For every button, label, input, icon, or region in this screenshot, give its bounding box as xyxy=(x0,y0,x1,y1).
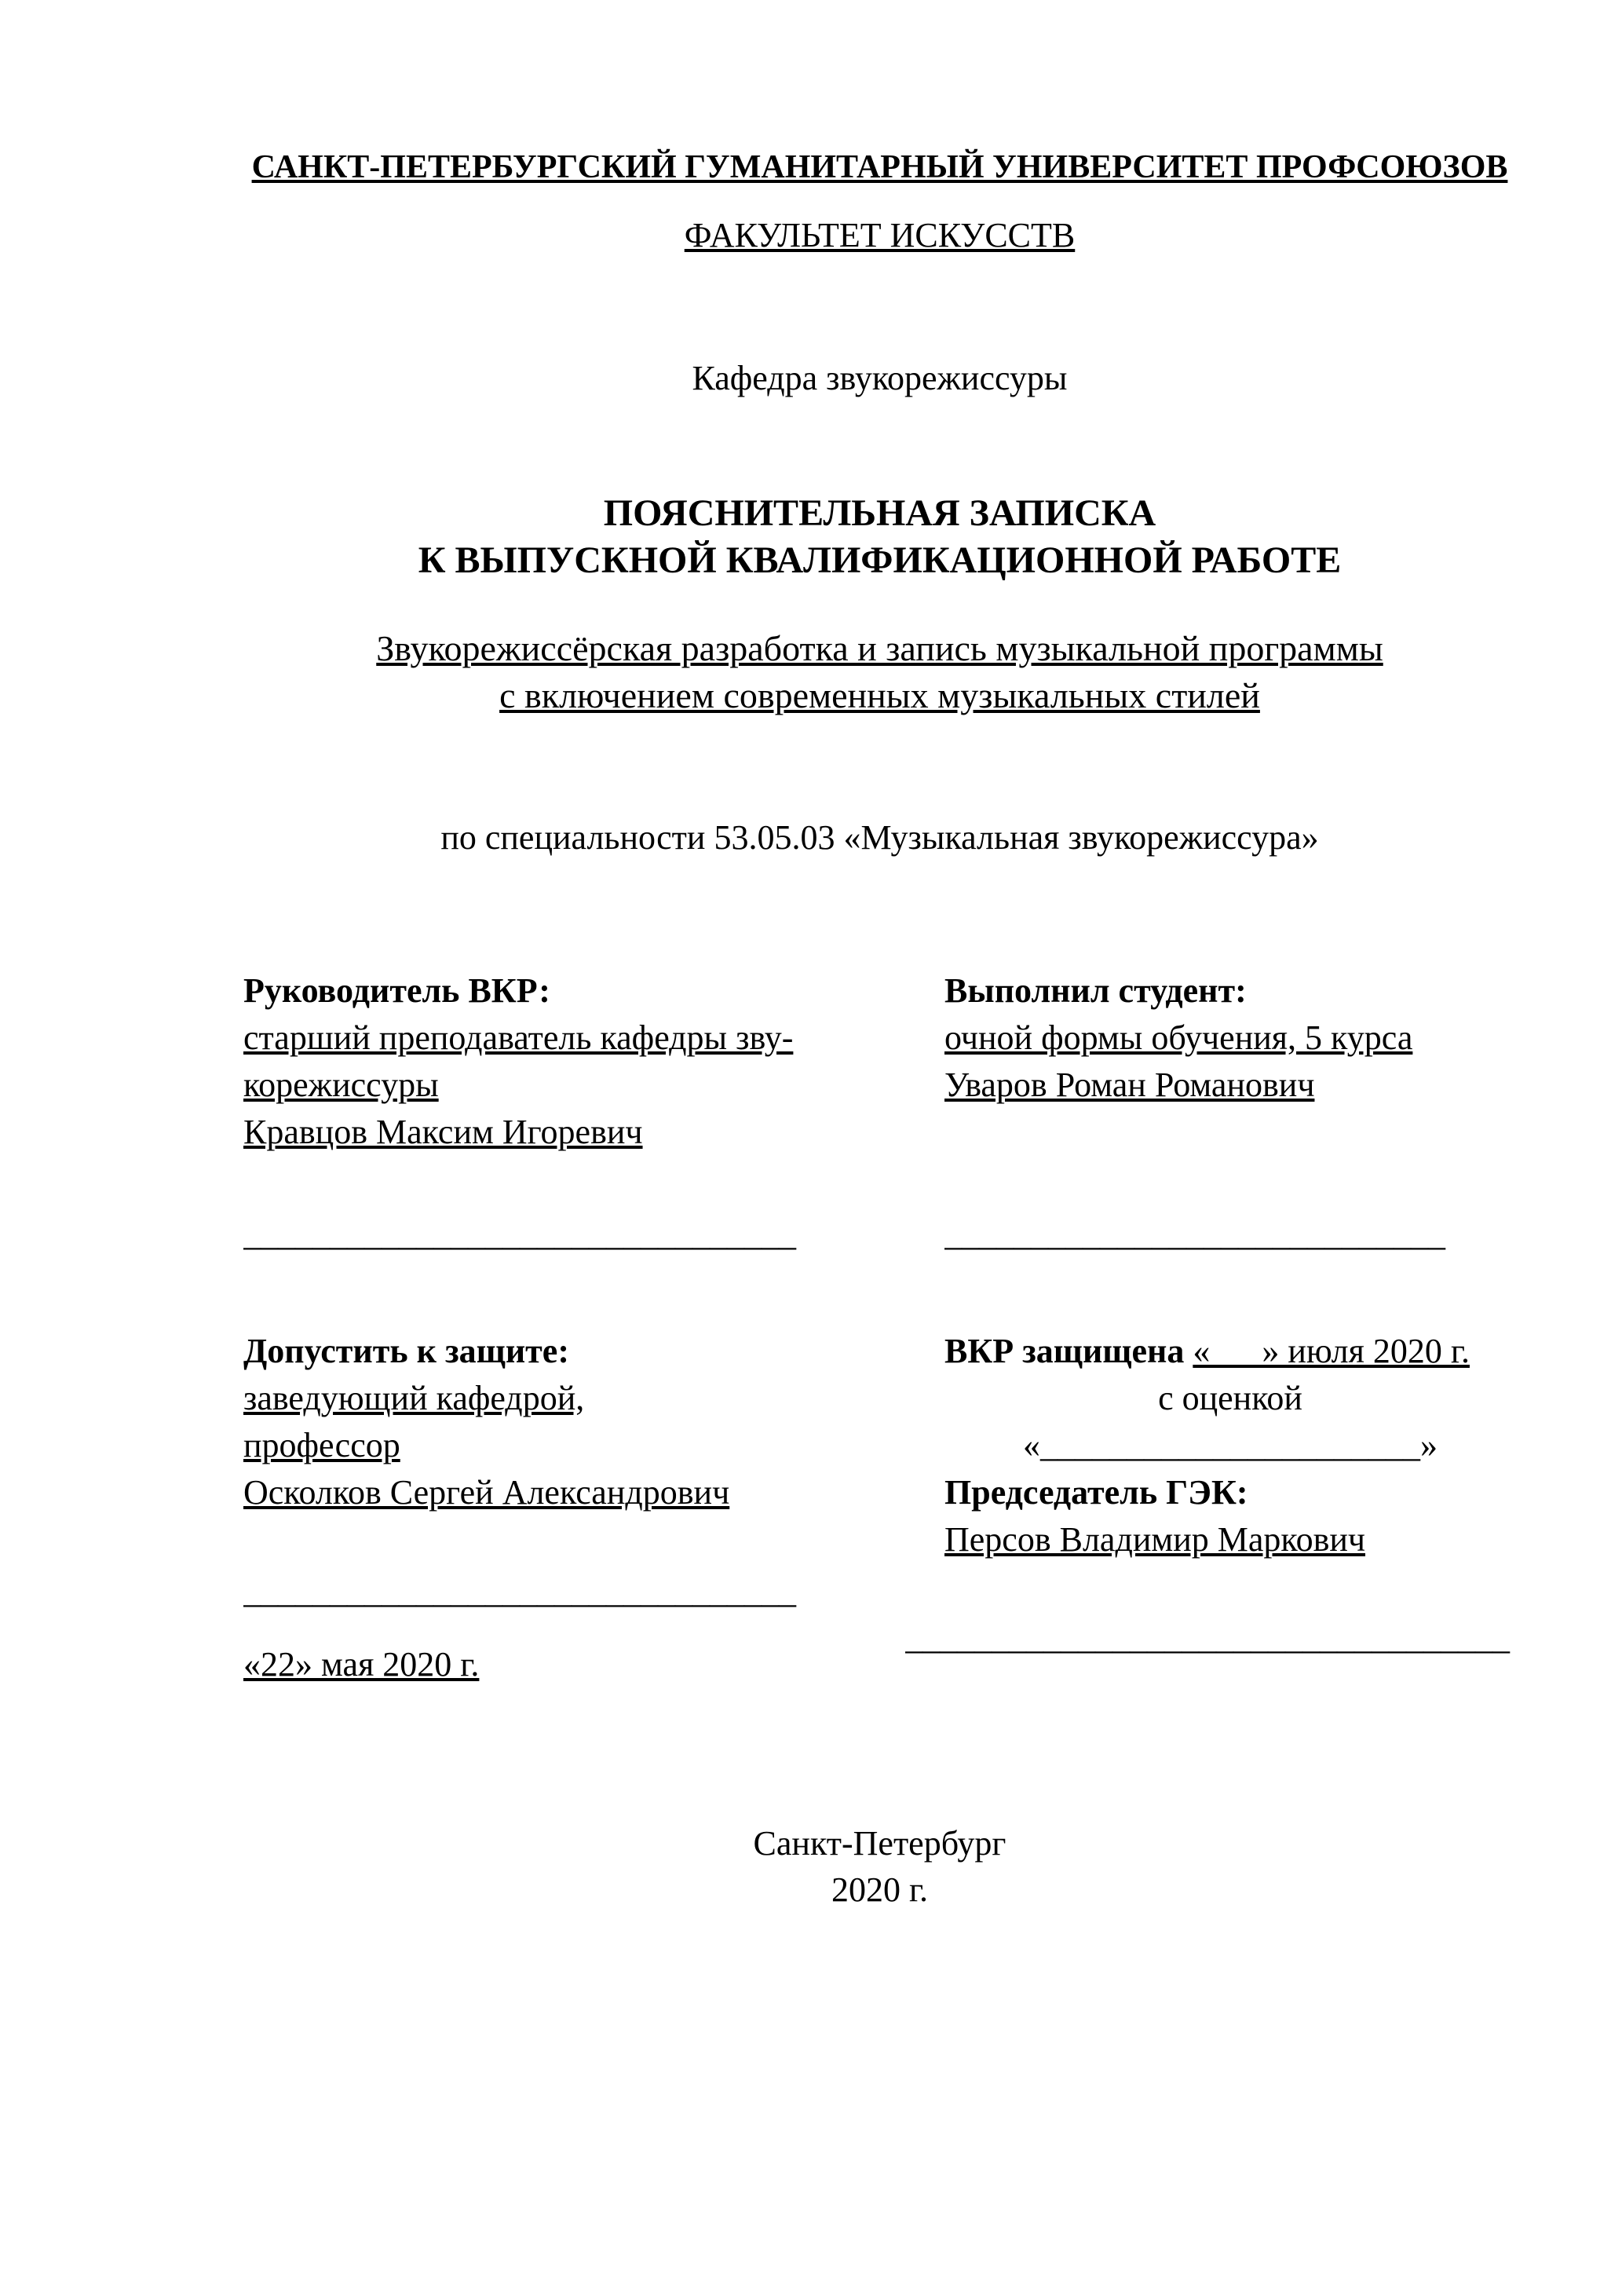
defense-line xyxy=(944,1328,1516,1375)
thesis-title-line2: с включением современных музыкальных стилей xyxy=(499,675,1260,715)
chairman-name: Персов Владимир Маркович xyxy=(944,1519,1366,1559)
people-section xyxy=(243,967,1516,1155)
student-signature-line: _____________________________ xyxy=(944,1214,1445,1253)
admission-signature-line: ________________________________ xyxy=(243,1571,796,1610)
grade-label: с оценкой xyxy=(1158,1379,1302,1418)
faculty-name: ФАКУЛЬТЕТ ИСКУССТВ xyxy=(684,216,1076,255)
supervisor-position-line1: старший преподаватель кафедры зву- xyxy=(243,1018,794,1058)
chairman-signature-line: ___________________________________ xyxy=(905,1618,1510,1658)
thesis-title xyxy=(243,625,1516,719)
supervisor-label: Руководитель ВКР: xyxy=(243,971,550,1011)
approval-section xyxy=(243,1328,1516,1688)
defense-date-blank: «___» июля 2020 г. xyxy=(1193,1332,1470,1371)
university-name: САНКТ-ПЕТЕРБУРГСКИЙ ГУМАНИТАРНЫЙ УНИВЕРСИТЕТ ПРОФСОЮЗОВ xyxy=(251,149,1508,185)
student-block xyxy=(944,967,1516,1155)
signature-row-1 xyxy=(243,1211,1516,1258)
specialty-line: по специальности 53.05.03 «Музыкальная звукорежиссура» xyxy=(440,818,1319,857)
defense-label: ВКР защищена xyxy=(944,1332,1185,1371)
student-name: Уваров Роман Романович xyxy=(944,1065,1315,1104)
supervisor-position-line2: корежиссуры xyxy=(243,1065,439,1104)
student-label: Выполнил студент: xyxy=(944,971,1247,1011)
supervisor-name: Кравцов Максим Игоревич xyxy=(243,1112,643,1151)
defense-block xyxy=(905,1328,1516,1688)
admission-position-line2: профессор xyxy=(243,1425,400,1464)
document-title-line2: К ВЫПУСКНОЙ КВАЛИФИКАЦИОННОЙ РАБОТЕ xyxy=(418,539,1342,581)
imprint-block xyxy=(243,1820,1516,1914)
year: 2020 г. xyxy=(831,1870,929,1910)
grade-blank-line: «______________________» xyxy=(1023,1425,1438,1464)
admission-block xyxy=(243,1328,852,1688)
supervisor-signature-line: ________________________________ xyxy=(243,1214,796,1253)
admission-label: Допустить к защите: xyxy=(243,1332,569,1371)
document-title xyxy=(243,490,1516,584)
chairman-label: Председатель ГЭК: xyxy=(944,1472,1248,1512)
city: Санкт-Петербург xyxy=(753,1824,1006,1863)
admission-position-line1: заведующий кафедрой, xyxy=(243,1379,585,1418)
admission-name: Осколков Сергей Александрович xyxy=(243,1472,730,1512)
admission-date: «22» мая 2020 г. xyxy=(243,1645,480,1684)
student-info: очной формы обучения, 5 курса xyxy=(944,1018,1413,1058)
document-title-line1: ПОЯСНИТЕЛЬНАЯ ЗАПИСКА xyxy=(603,492,1156,534)
thesis-title-line1: Звукорежиссёрская разработка и запись музыкальной программы xyxy=(376,627,1383,668)
supervisor-block xyxy=(243,967,852,1155)
department-name: Кафедра звукорежиссуры xyxy=(692,358,1068,397)
